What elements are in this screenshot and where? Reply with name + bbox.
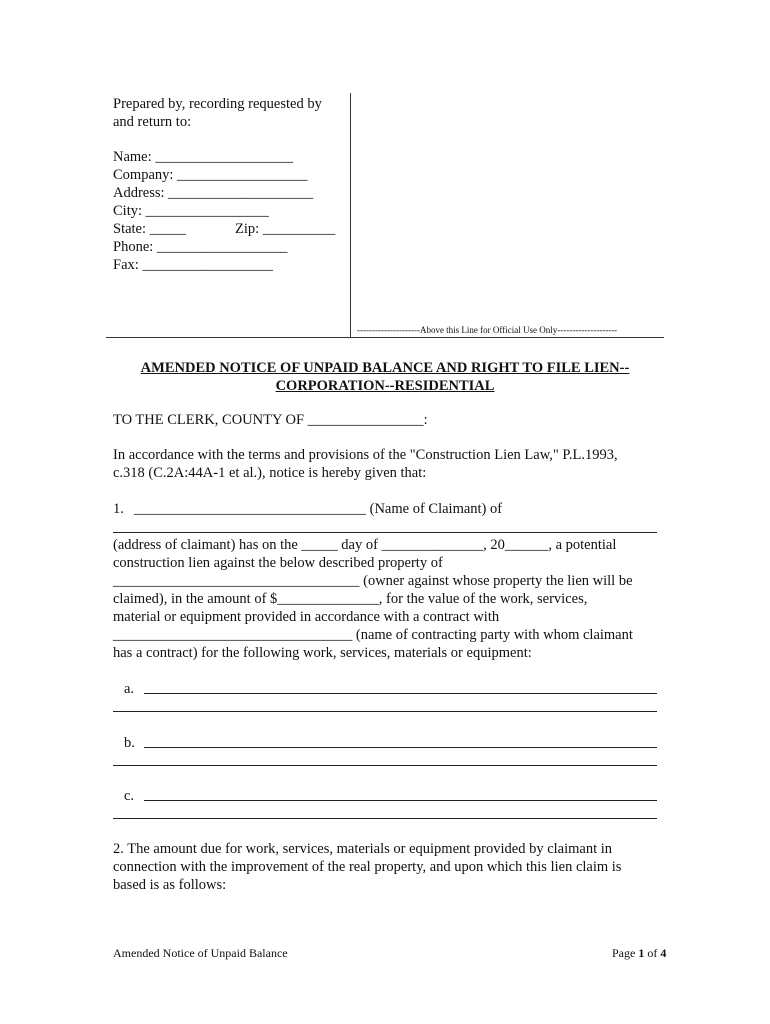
sub-item-c-blank[interactable]: [144, 800, 657, 801]
city-field[interactable]: City: _________________: [113, 203, 269, 219]
page-of: of: [644, 946, 661, 960]
fax-field[interactable]: Fax: __________________: [113, 257, 273, 273]
item2-line2: connection with the improvement of the real property, and upon which this lien claim is: [113, 859, 622, 875]
item1-line5[interactable]: __________________________________ (owner against whose property the lien will be: [113, 573, 633, 589]
prepared-by-line1: Prepared by, recording requested by: [113, 96, 322, 112]
item1-line9: has a contract) for the following work, services, materials or equipment:: [113, 645, 532, 661]
claimant-name-line[interactable]: ________________________________ (Name of Claimant) of: [134, 501, 503, 517]
page-prefix: Page: [612, 946, 639, 960]
title-line2: CORPORATION--RESIDENTIAL: [275, 378, 495, 394]
sub-item-a-blank-2[interactable]: [113, 711, 657, 712]
page-indicator: [612, 946, 666, 961]
clerk-line: TO THE CLERK, COUNTY OF ________________:: [113, 412, 428, 428]
page-number: 1: [638, 946, 645, 960]
phone-field[interactable]: Phone: __________________: [113, 239, 288, 255]
sub-item-b-blank-2[interactable]: [113, 765, 657, 766]
item1-number: 1.: [113, 501, 124, 517]
item1-line6[interactable]: claimed), in the amount of $______________, for the value of the work, services,: [113, 591, 588, 607]
prepared-by-line2: and return to:: [113, 114, 192, 130]
header-divider-vertical: [350, 93, 351, 338]
intro-line1: In accordance with the terms and provisions of the "Construction Lien Law," P.L.1993,: [113, 447, 618, 463]
item2-line3: based is as follows:: [113, 877, 227, 893]
address-field[interactable]: Address: ____________________: [113, 185, 314, 201]
item1-line7: material or equipment provided in accordance with a contract with: [113, 609, 500, 625]
sub-item-a-label: a.: [124, 681, 135, 697]
sub-item-c-blank-2[interactable]: [113, 818, 657, 819]
state-field[interactable]: State: _____: [113, 221, 186, 237]
title-line1: AMENDED NOTICE OF UNPAID BALANCE AND RIGHT TO FILE LIEN--: [140, 360, 630, 376]
sub-item-b-blank[interactable]: [144, 747, 657, 748]
sub-item-b-label: b.: [124, 735, 135, 751]
claimant-address-blank[interactable]: [113, 532, 657, 533]
sub-item-c-label: c.: [124, 788, 135, 804]
header-divider-horizontal: [106, 337, 664, 338]
intro-line2: c.318 (C.2A:44A-1 et al.), notice is hereby given that:: [113, 465, 427, 481]
name-field[interactable]: Name: ___________________: [113, 149, 294, 165]
page-total: 4: [660, 946, 667, 960]
company-field[interactable]: Company: __________________: [113, 167, 308, 183]
item2-line1: 2. The amount due for work, services, materials or equipment provided by claimant in: [113, 841, 613, 857]
item1-line8[interactable]: _________________________________ (name of contracting party with whom claimant: [113, 627, 633, 643]
document-title: [106, 359, 664, 395]
item1-line3: (address of claimant) has on the _____ day of ______________, 20______, a potential: [113, 537, 617, 553]
sub-item-a-blank[interactable]: [144, 693, 657, 694]
zip-field[interactable]: Zip: __________: [235, 221, 336, 237]
footer-title: Amended Notice of Unpaid Balance: [113, 946, 288, 960]
official-use-note: ---------------------Above this Line for Official Use Only--------------------: [357, 325, 618, 335]
item1-line4: construction lien against the below described property of: [113, 555, 443, 571]
